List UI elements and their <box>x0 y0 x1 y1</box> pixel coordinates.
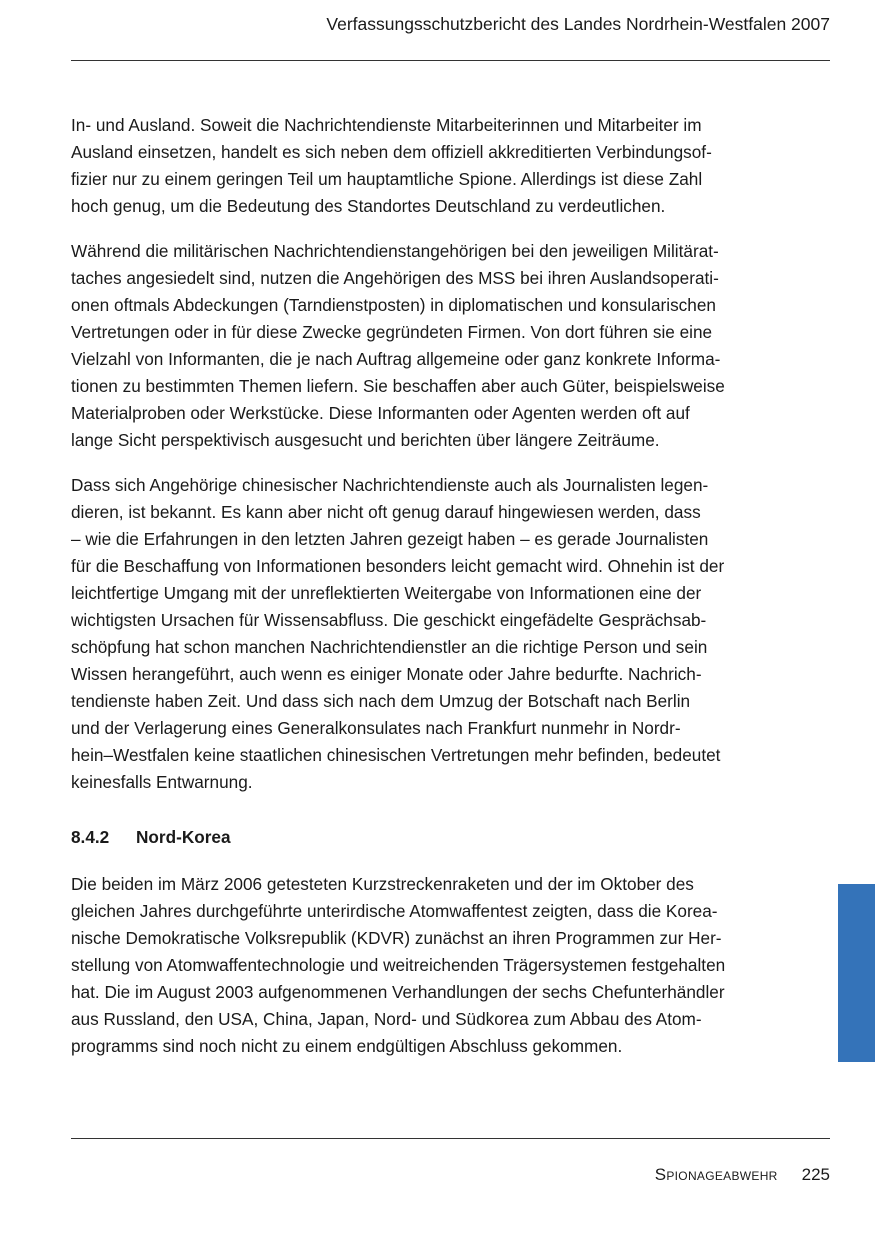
footer-chapter-title: Spionageabwehr <box>654 1165 778 1184</box>
text-line: keinesfalls Entwarnung. <box>71 772 253 792</box>
text-line: hoch genug, um die Bedeutung des Standortes Deutschland zu verdeutlichen. <box>71 196 666 216</box>
text-line: onen oftmals Abdeckungen (Tarndienstposten) in diplomatischen und konsularischen <box>71 295 716 315</box>
text-line: Dass sich Angehörige chinesischer Nachrichtendienste auch als Journalisten legen- <box>71 475 709 495</box>
text-line: hat. Die im August 2003 aufgenommenen Verhandlungen der sechs Chefunterhändler <box>71 982 725 1002</box>
running-header: Verfassungsschutzbericht des Landes Nordrhein-Westfalen 2007 <box>326 14 830 34</box>
paragraph <box>71 871 801 1060</box>
text-line: gleichen Jahres durchgeführte unterirdische Atomwaffentest zeigten, dass die Korea- <box>71 901 718 921</box>
header-rule <box>71 60 830 61</box>
page-body <box>71 112 801 1060</box>
paragraph <box>71 238 801 454</box>
text-line: Vielzahl von Informanten, die je nach Auftrag allgemeine oder ganz konkrete Informa- <box>71 349 721 369</box>
text-line: tendienste haben Zeit. Und dass sich nach dem Umzug der Botschaft nach Berlin <box>71 691 691 711</box>
text-line: programms sind noch nicht zu einem endgültigen Abschluss gekommen. <box>71 1036 623 1056</box>
text-line: tionen zu bestimmten Themen liefern. Sie beschaffen aber auch Güter, beispielsweise <box>71 376 725 396</box>
section-heading <box>71 824 801 851</box>
text-line: Vertretungen oder in für diese Zwecke gegründeten Firmen. Von dort führen sie eine <box>71 322 713 342</box>
text-line: dieren, ist bekannt. Es kann aber nicht oft genug darauf hingewiesen werden, dass <box>71 502 701 522</box>
text-line: Wissen herangeführt, auch wenn es einiger Monate oder Jahre bedurfte. Nachrich- <box>71 664 702 684</box>
text-line: Ausland einsetzen, handelt es sich neben dem offiziell akkreditierten Verbindungsof- <box>71 142 712 162</box>
text-line: Die beiden im März 2006 getesteten Kurzstreckenraketen und der im Oktober des <box>71 874 694 894</box>
section-number: 8.4.2 <box>71 827 110 847</box>
footer-rule <box>71 1138 830 1139</box>
text-line: In- und Ausland. Soweit die Nachrichtendienste Mitarbeiterinnen und Mitarbeiter im <box>71 115 702 135</box>
text-line: für die Beschaffung von Informationen besonders leicht gemacht wird. Ohnehin ist der <box>71 556 725 576</box>
section-title: Nord-Korea <box>136 827 231 847</box>
page-footer <box>655 1163 830 1187</box>
text-line: taches angesiedelt sind, nutzen die Angehörigen des MSS bei ihren Auslandsoperati- <box>71 268 719 288</box>
text-line: schöpfung hat schon manchen Nachrichtendienstler an die richtige Person und sein <box>71 637 708 657</box>
chapter-tab-marker <box>838 884 875 1062</box>
paragraph <box>71 472 801 796</box>
page-number: 225 <box>801 1165 830 1184</box>
text-line: leichtfertige Umgang mit der unreflektierten Weitergabe von Informationen eine der <box>71 583 702 603</box>
text-line: stellung von Atomwaffentechnologie und weitreichenden Trägersystemen festgehalten <box>71 955 726 975</box>
text-line: Während die militärischen Nachrichtendienstangehörigen bei den jeweiligen Militärat- <box>71 241 719 261</box>
text-line: fizier nur zu einem geringen Teil um hauptamtliche Spione. Allerdings ist diese Zahl <box>71 169 703 189</box>
text-line: wichtigsten Ursachen für Wissensabfluss. Die geschickt eingefädelte Gesprächsab- <box>71 610 707 630</box>
text-line: Materialproben oder Werkstücke. Diese Informanten oder Agenten werden oft auf <box>71 403 690 423</box>
text-line: – wie die Erfahrungen in den letzten Jahren gezeigt haben – es gerade Journalisten <box>71 529 709 549</box>
text-line: lange Sicht perspektivisch ausgesucht und berichten über längere Zeiträume. <box>71 430 660 450</box>
text-line: nische Demokratische Volksrepublik (KDVR) zunächst an ihren Programmen zur Her- <box>71 928 722 948</box>
text-line: hein–Westfalen keine staatlichen chinesischen Vertretungen mehr befinden, bedeutet <box>71 745 721 765</box>
paragraph <box>71 112 801 220</box>
text-line: und der Verlagerung eines Generalkonsulates nach Frankfurt nunmehr in Nordr- <box>71 718 681 738</box>
text-line: aus Russland, den USA, China, Japan, Nord- und Südkorea zum Abbau des Atom- <box>71 1009 702 1029</box>
